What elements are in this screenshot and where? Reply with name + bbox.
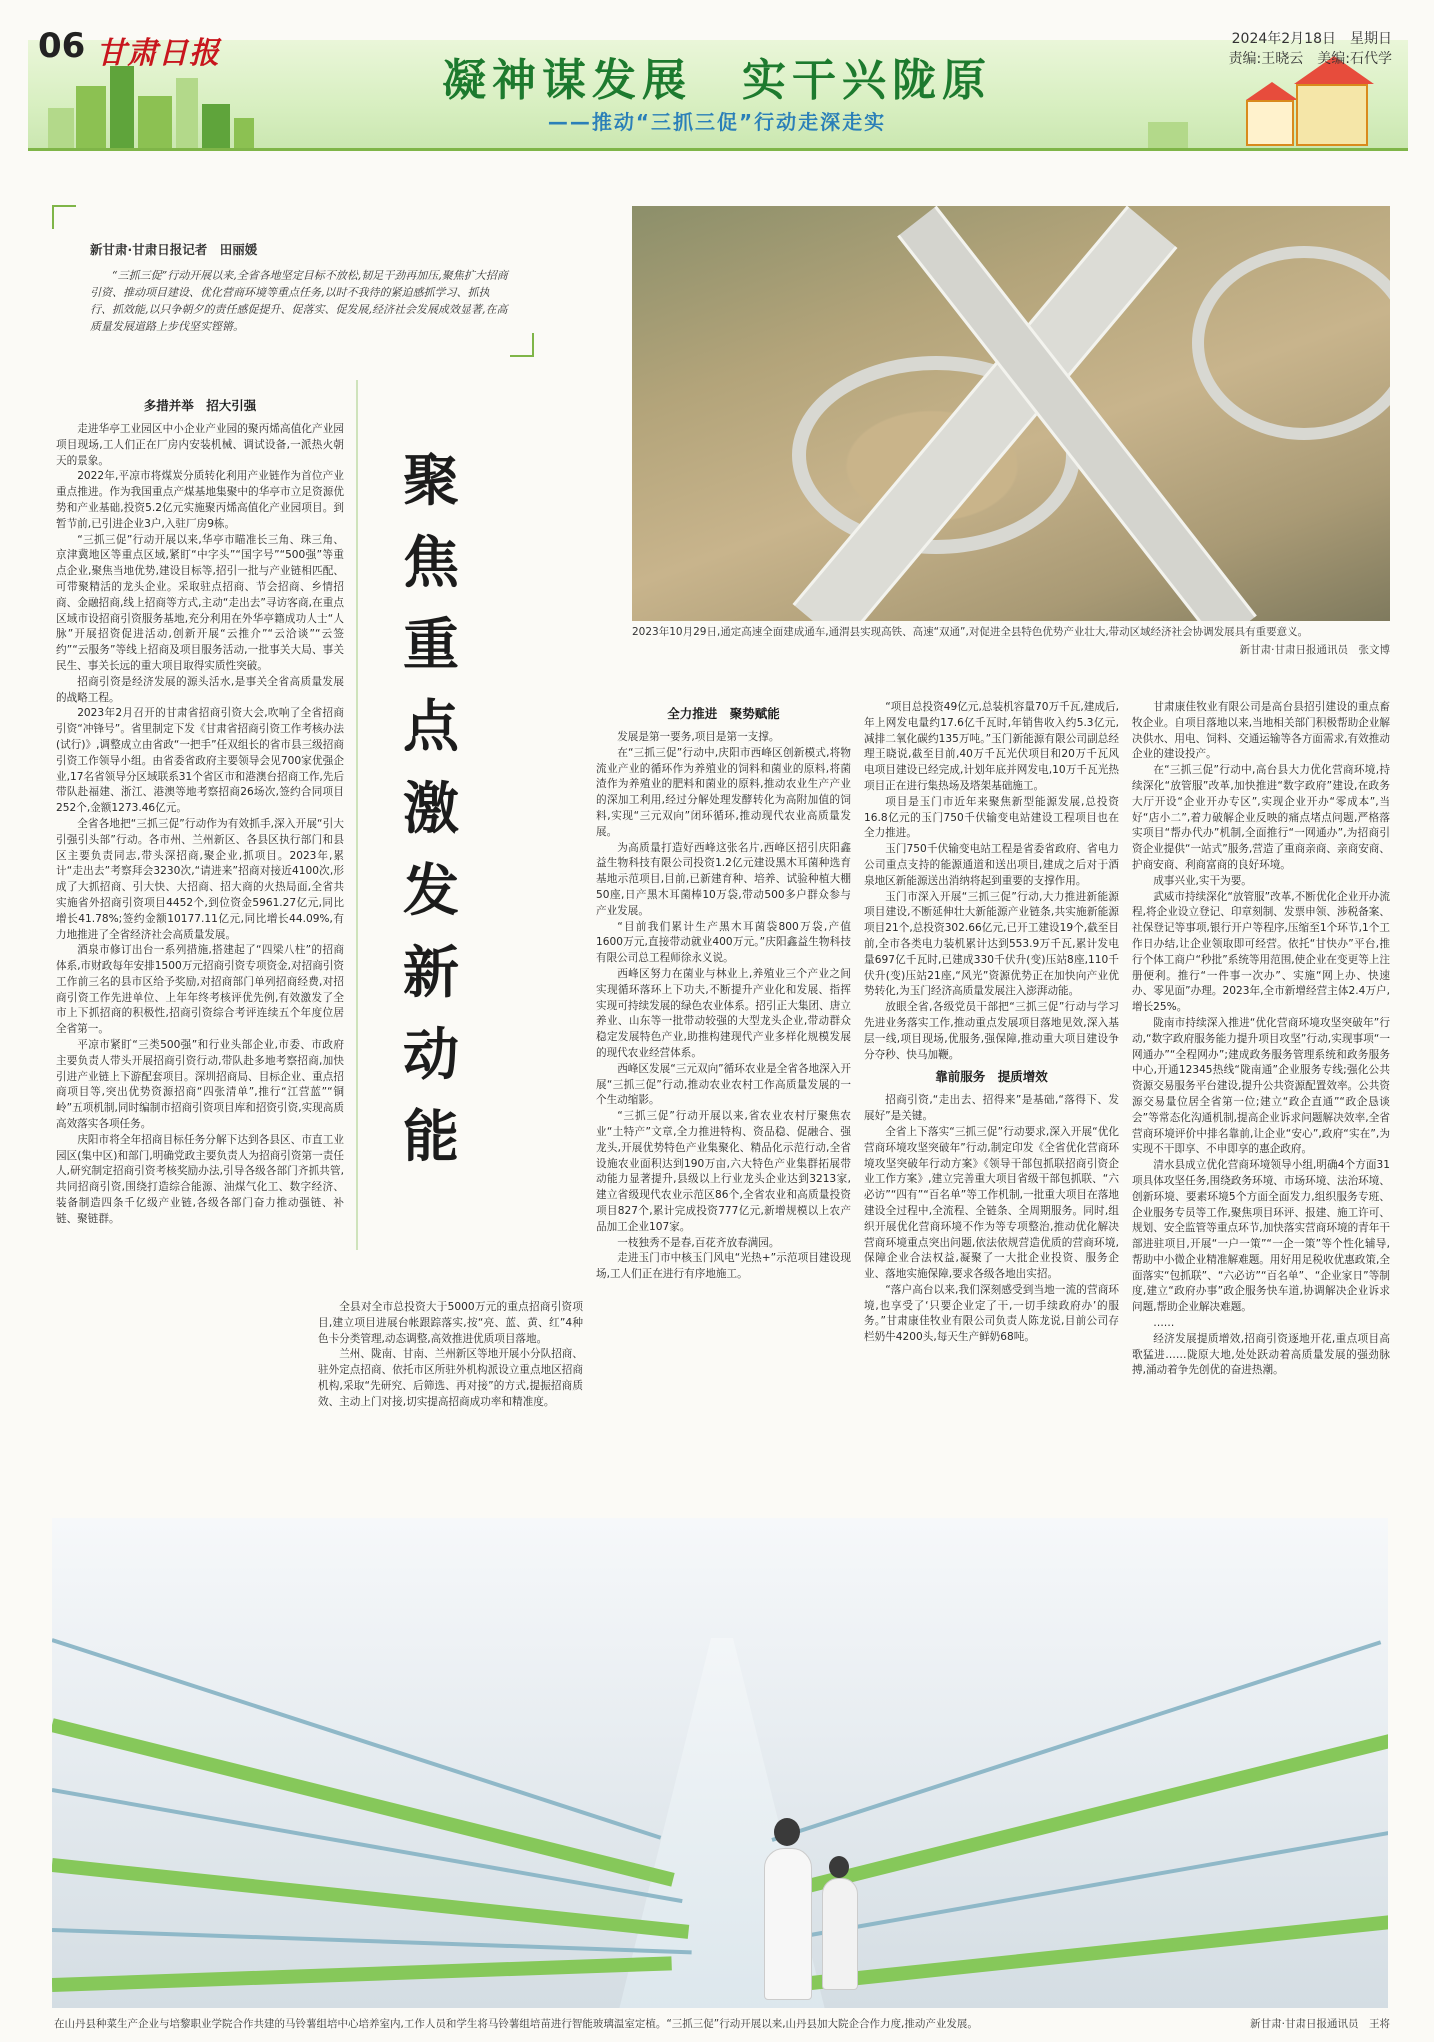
paragraph: “三抓三促”行动开展以来,省农业农村厅聚焦农业“土特产”文章,全力推进特构、资品稳、促融合、强龙头,开展优势特色产业集聚化、精品化示范行动,全省设施农业面积达到190万亩,六大特色产业集群拓展带动能力显著提升,县级以上行业龙头企业达到3213家,建立省级现代农业示范区86个,全省农业和高质量投资项目827个,累计完成投资777亿元,新增规模以上农产品加工企业107家。 [596,1110,851,1233]
paragraph: 经济发展提质增效,招商引资逐地开花,重点项目高歌猛进……陇原大地,处处跃动着高质量发展的强劲脉搏,涌动着争先创优的奋进热潮。 [1132,1332,1390,1377]
worker-figure [764,1848,812,2000]
corner-bracket [510,333,534,357]
worker-head [774,1818,800,1846]
paragraph: 全省各地把“三抓三促”行动作为有效抓手,深入开展“引大引强引头部”行动。各市州、兰州新区、各县区执行部门和县区主要负责同志,带头深招商,聚企业,抓项目。2023年,累计“走出去”考察拜会3230次,“请进来”招商对接近4100次,形成了大抓招商、引大快、大招商、招大商的火热局面,全省共实施省外招商引资项目4452个,到位资金5961.27亿元,同比增长41.78%;签约金额10177.11亿元,同比增长44.09%,有力地推进了全省经济社会高质量发展。 [56,817,344,941]
corner-bracket [52,205,76,229]
top-photo-credit: 新甘肃·甘肃日报通讯员 张文博 [1239,644,1390,656]
greenhouse-lab-photo [52,1518,1388,2008]
text-column-4 [864,700,1119,1510]
paragraph: “落户高台以来,我们深刻感受到当地一流的营商环境,也享受了‘只要企业定了干,一切手续政府办’的服务。”甘肃康佳牧业有限公司负责人陈龙说,目前公司存栏奶牛4200头,每天生产鲜奶68吨。 [864,1283,1119,1344]
text-column-5 [1132,700,1390,1510]
worker-figure [822,1878,858,1990]
top-photo-caption: 2023年10月29日,通定高速全面建成通车,通渭县实现高铁、高速“双通”,对促进全县特色优势产业壮大,带动区域经济社会协调发展具有重要意义。 [632,626,1309,638]
page-header [0,0,1434,150]
section-heading: 多措并举 招大引强 [143,398,257,413]
paragraph: 西峰区努力在菌业与林业上,养殖业三个产业之间实现循环落环上下功夫,不断提升产业化和发展、指挥实现可持续发展的绿色农业体系。招引正大集团、唐立养业、山东等一批带动较强的大型龙头企业,带动群众稳定发展特色产业,助推构建现代产业多样化规模发展的现代农业经营体系。 [596,967,851,1059]
lead-paragraph: “三抓三促”行动开展以来,全省各地坚定目标不放松,韧足干劲再加压,聚焦扩大招商引资、推动项目建设、优化营商环境等重点任务,以时不我待的紧迫感抓学习、抓执行、抓效能,以只争朝夕的责任感促提升、促落实、促发展,经济社会发展成效显著,在高质量发展道路上步伐坚实铿锵。 [90,269,508,333]
paragraph: 玉门市深入开展“三抓三促”行动,大力推进新能源项目建设,不断延伸壮大新能源产业链条,共实施新能源项目21个,总投资302.66亿元,已开工建设19个,截至目前,全市各类电力装机累计达到553.9万千瓦,累计发电量697亿千瓦时,已建成330千伏升(变)压站8座,110千伏升(变)压站21座,“风光”资源优势正在加快向产业优势转化,为玉门经济高质量发展注入澎湃动能。 [864,890,1119,998]
section-heading: 靠前服务 提质增效 [935,1069,1048,1085]
paragraph: 放眼全省,各级党员干部把“三抓三促”行动与学习先进业务落实工作,推动重点发展项目落地见效,深入基层一线,项目现场,优服务,强保障,推动重大项目建设争分夺秒、快马加鞭。 [864,1001,1119,1061]
paragraph: 项目是玉门市近年来聚焦新型能源发展,总投资16.8亿元的玉门750千伏输变电站建设工程项目也在全力推进。 [864,795,1119,840]
paragraph: 发展是第一要务,项目是第一支撑。 [617,731,780,743]
page-number: 06 [38,26,86,66]
seedling-row [52,1858,689,1939]
seedling-row [791,1915,1388,1992]
worker-head [829,1856,849,1878]
paragraph: 武威市持续深化“放管服”改革,不断优化企业开办流程,将企业设立登记、印章刻制、发票申领、涉税备案、社保登记等事项,银行开户等程序,压缩至1个环节,1个工作日办结,让企业领取即可经营。依托“甘快办”平台,推行个体工商户“秒批”系统等用范围,使企业在变更等上注册便利。推行“一件事一次办”、实施“网上办、快速办、零见面”办理。2023年,全市新增经营主体2.4万户,增长25%。 [1132,890,1390,1014]
paragraph: 一枝独秀不是春,百花齐放春满园。 [617,1236,780,1249]
paragraph: 在“三抓三促”行动中,高台县大力优化营商环境,持续深化“放管服”改革,加快推进“数字政府”建设,在政务大厅开设“企业开办专区”,实现企业开办“零成本”,当好“店小二”,着力破解企业反映的痛点堵点问题,严格落实项目“帮办代办”机制,全面推行“一网通办”,为招商引资企业提供“一站式”服务,营造了重商亲商、亲商安商、护商安商、利商富商的良好环境。 [1132,764,1390,871]
text-column-3 [596,700,851,1510]
paragraph: 清水县成立优化营商环境领导小组,明确4个方面31项具体攻坚任务,围绕政务环境、市场环境、法治环境、创新环境、要素环境5个方面全面发力,组织服务专班、企业服务专员等工作,聚焦项目环评、报建、施工许可、规划、安全监管等重点环节,加快落实营商环境的青年干部进驻项目,开展“一户一策”“一企一策”等个性化辅导,帮助中小微企业精准解难题。用好用足税收优惠政策,全面落实“包抓联”、“六必访”“百名单”、“企业家日”等制度,建立“政府办事”政企服务快车道,协调解决企业诉求问题,帮助企业解决难题。 [1132,1159,1390,1314]
paragraph: 平凉市紧盯“三类500强”和行业头部企业,市委、市政府主要负责人带头开展招商引资行动,带队赴多地考察招商,加快引进产业链上下游配套项目。深圳招商局、目标企业、重点招商项目等,突出优势资源招商“四张清单”,推行“江营蓝”“铜岭”五项机制,同时编制市招商引资项目库和招资引资,实现高质高效落实各项任务。 [56,1039,344,1131]
highway-interchange-photo [632,206,1390,621]
article-byline: 新甘肃·甘肃日报记者 田丽媛 [90,242,258,257]
article-lead [52,205,534,357]
paragraph: 为高质量打造好西峰这张名片,西峰区招引庆阳鑫益生物科技有限公司投资1.2亿元建设黑木耳菌种选育基地示范项目,目前,已新建育种、培养、试验种植大棚50座,日产黑木耳菌棒10万袋,带动500多户群众参与产业发展。 [596,841,851,917]
paragraph: 走进玉门市中核玉门风电“光热+”示范项目建设现场,工人们正在进行有序地施工。 [596,1252,851,1281]
article-title: 聚焦重点激发新动能 [403,448,459,1170]
title-divider [356,380,358,1250]
page-subheadline: ——推动“三抓三促”行动走深走实 [547,110,887,134]
issue-date: 2024年2月18日 星期日 [1231,31,1392,47]
text-column-1 [56,392,344,1507]
paragraph: 陇南市持续深入推进“优化营商环境攻坚突破年”行动,“数字政府服务能力提升项目攻坚”行动,实现事项“一网通办”“全程网办”;建成政务服务管理系统和政务服务中心,开通12345热线“陇南通”企业服务专线;强化公共资源交易服务平台建设,提升公共资源配置效率。公共资源交易量位居全省第一位;建立“政企直通”“政企恳谈会”等常态化沟通机制,提高企业诉求问题解决效率,全省营商环境评价中排名靠前,让企业“安心”,政府“实在”,为实现不干即享、不申即享的惠企政府。 [1132,1016,1390,1156]
paragraph: 玉门750千伏输变电站工程是省委省政府、省电力公司重点支持的能源通道和送出项目,建成之后对于酒泉地区新能源送出消纳将起到重要的支撑作用。 [864,843,1119,887]
paragraph: 西峰区发展“三元双向”循环农业是全省各地深入开展“三抓三促”行动,推动农业农村工作高质量发展的一个生动缩影。 [596,1062,851,1107]
paragraph: 成事兴业,实干为要。 [1153,874,1252,887]
masthead-logo: 甘肃日报 [96,36,220,71]
paragraph: 2022年,平凉市将煤炭分质转化利用产业链作为首位产业重点推进。作为我国重点产煤基地集聚中的华亭市立足资源优势和产业基础,投资5.2亿元实施聚丙烯高值化产业园项目。到暂节前,已引进企业3户,入驻厂房9栋。 [56,470,344,530]
paragraph: 走进华亭工业园区中小企业产业园的聚丙烯高值化产业园项目现场,工人们正在厂房内安装机械、调试设备,一派热火朝天的景象。 [56,423,344,467]
shelf-rail [52,1638,661,1840]
bottom-photo-caption: 在山丹县种菜生产企业与培黎职业学院合作共建的马铃薯组培中心培养室内,工作人员和学生将马铃薯组培苗进行智能玻璃温室定植。“三抓三促”行动开展以来,山丹县加大院企合作力度,推动产业发展。 [54,2018,978,2030]
seedling-row [52,1956,672,1992]
paragraph: 甘肃康佳牧业有限公司是高台县招引建设的重点畜牧企业。自项目落地以来,当地相关部门积极帮助企业解决供水、用电、饲料、交通运输等各方面需求,有效推动企业的建设投产。 [1132,701,1390,761]
ellipsis: …… [1153,1317,1175,1330]
seedling-row [770,1733,1388,1901]
paragraph: 招商引资,“走出去、招得来”是基础,“落得下、发展好”是关键。 [864,1094,1119,1123]
bottom-photo-credit: 新甘肃·甘肃日报通讯员 王将 [1250,2018,1390,2030]
paragraph: 全省上下落实“三抓三促”行动要求,深入开展“优化营商环境攻坚突破年”行动,制定印发《全省优化营商环境攻坚突破年行动方案》《领导干部包抓联招商引资企业工作方案》,建立完善重大项目省级干部包抓联、“六必访”“四有”“百名单”等工作机制,一批重大项目在落地建设全过程中,全流程、全链条、全周期服务。同时,组织开展优化营商环境不作为等专项整治,推动优化解决营商环境重点突出问题,依法依规营造优质的营商环境,保障企业合法权益,凝聚了一大批企业投资、服务企业、落地实施保障,要求各级各地出实招。 [864,1125,1119,1281]
editors-credit: 责编:王晓云 美编:石代学 [1228,51,1392,67]
page-headline: 凝神谋发展 实干兴陇原 [442,55,992,106]
paragraph: “目前我们累计生产黑木耳菌袋800万袋,产值1600万元,直接带动就业400万元。”庆阳鑫益生物科技有限公司总工程师徐永义说。 [596,920,851,965]
highway-loop [1192,246,1390,440]
paragraph: 兰州、陇南、甘南、兰州新区等地开展小分队招商、驻外定点招商、依托市区所驻外机构派设立重点地区招商机构,采取“先研究、后筛选、再对接”的方式,提振招商质效、主动上门对接,切实提高招商成功率和精准度。 [318,1348,583,1408]
text-column-2 [318,1300,583,1510]
paragraph: “三抓三促”行动开展以来,华亭市瞄准长三角、珠三角、京津冀地区等重点区域,紧盯“中字头”“国字号”“500强”等重点企业,聚焦当地优势,建设目标等,招引一批与产业链相匹配、可带聚精活的龙头企业。采取驻点招商、节会招商、乡情招商、金融招商,线上招商等方式,主动“走出去”寻访客商,在重点区域市设招商引资服务基地,充分利用在外华亭籍成功人士“人脉”开展招资促进活动,创新开展“云推介”“云洽谈”“云签约”“云服务”等线上招商及项目服务活动,一批事关大局、事关民生、事关长远的重大项目取得实质性突破。 [56,533,344,672]
paragraph: “项目总投资49亿元,总装机容量70万千瓦,建成后,年上网发电量约17.6亿千瓦时,年销售收入约5.3亿元,减排二氧化碳约135万吨。”玉门新能源有限公司副总经理王晓说,截至目前,40万千瓦光伏项目和20万千瓦风电项目建设已经完成,计划年底并网发电,10万千瓦光热项目正在进行集热场及塔架基础施工。 [864,701,1119,792]
paragraph: 全县对全市总投资大于5000万元的重点招商引资项目,建立项目进展台帐跟踪落实,按“亮、蓝、黄、红”4种色卡分类管理,动态调整,高效推进优质项目落地。 [318,1301,583,1345]
paragraph: 酒泉市修订出台一系列措施,搭建起了“四梁八柱”的招商体系,市财政每年安排1500万元招商引资专项资金,对招商引资工作前三名的县市区给予奖励,对招商部门单列招商经费,对招商引资工作先进单位、上年年终考核评优先例,有效激发了全市上下抓招商的积极性,招商引资综合考评连续五个年度位居全省第一。 [56,944,344,1036]
paragraph: 招商引资是经济发展的源头活水,是事关全省高质量发展的战略工程。 [56,675,344,704]
section-heading: 全力推进 聚势赋能 [667,706,780,721]
shelf-rail [52,1928,692,1954]
paragraph: 在“三抓三促”行动中,庆阳市西峰区创新模式,将物流业产业的循环作为养殖业的饲料和菌业的原料,将菌渣作为养殖业的肥料和菌业的原料,推动农业生产产业的深加工利用,经过分解处理发酵转化为高附加值的饲料,实现“三元双向”闭环循环,推动现代农业高质量发展。 [596,746,851,838]
paragraph: 2023年2月召开的甘肃省招商引资大会,吹响了全省招商引资“冲锋号”。省里制定下发《甘肃省招商引资工作考核办法(试行)》,调整成立由省政“一把手”任双组长的省市县三级招商引资工作领导小组。由省委省政府主要领导会见700家优强企业,17名省领导分区域联系31个省区市和港澳台招商工作,先后带队赴福建、浙江、港澳等地考察招商26场次,签约合同项目252个,金额1273.46亿元。 [56,707,344,815]
paragraph: 庆阳市将全年招商目标任务分解下达到各县区、市直工业园区(集中区)和部门,明确党政主要负责人为招商引资第一责任人,研究制定招商引资考核奖励办法,引导各级各部门齐抓共管,共同招商引资,围绕打造综合能源、油煤气化工、数字经济、装备制造四条千亿级产业链,各级各部门奋力推动强链、补链、聚链群。 [56,1133,344,1225]
